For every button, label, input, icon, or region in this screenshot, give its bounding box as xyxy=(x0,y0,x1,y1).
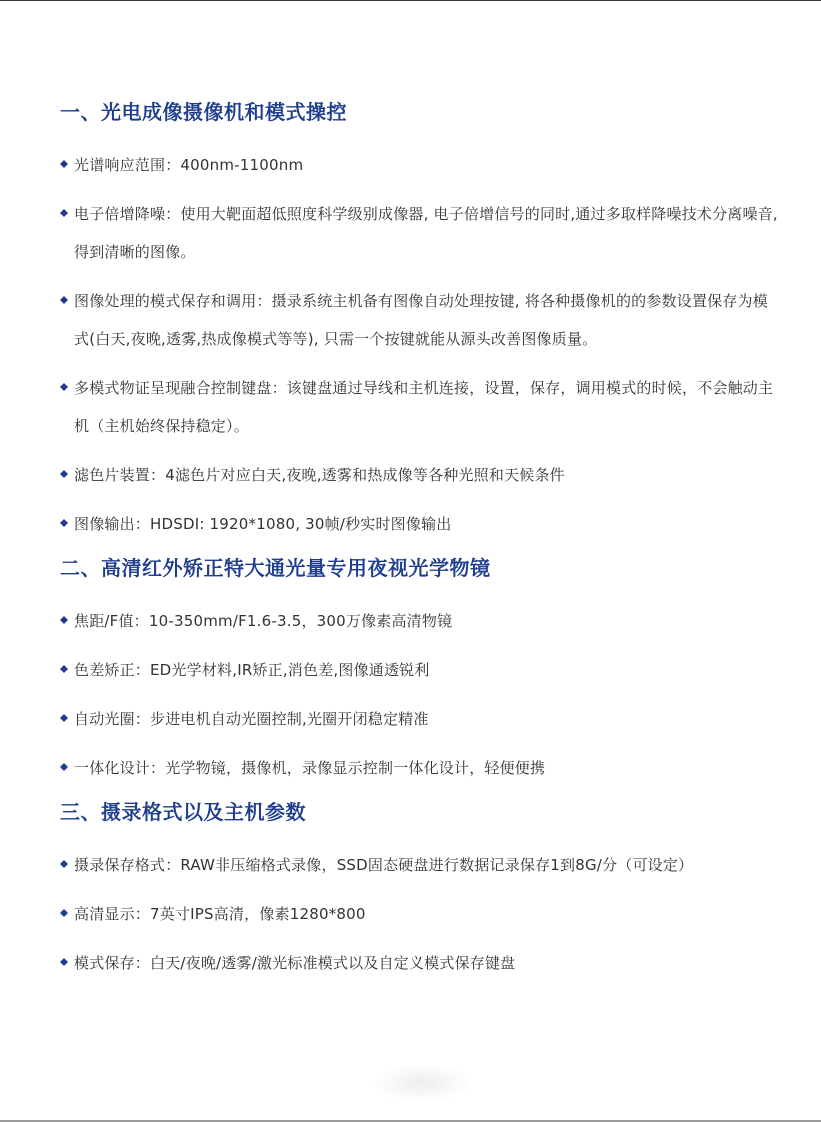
list-item xyxy=(60,700,780,738)
list-item xyxy=(60,651,780,689)
list-item xyxy=(60,146,780,184)
list-item-text: 多模式物证呈现融合控制键盘：该键盘通过导线和主机连接，设置，保存，调用模式的时候，不会触动主机（主机始终保持稳定）。 xyxy=(74,379,774,435)
list-item-text: 模式保存：白天/夜晚/透雾/激光标准模式以及自定义模式保存键盘 xyxy=(74,954,516,972)
spec-list xyxy=(60,602,780,787)
footer-watermark-smudge xyxy=(372,1064,472,1102)
diamond-bullet-icon xyxy=(60,383,68,391)
list-item xyxy=(60,282,780,358)
list-item xyxy=(60,602,780,640)
list-item xyxy=(60,749,780,787)
list-item-text: 滤色片装置：4滤色片对应白天,夜晚,透雾和热成像等各种光照和天候条件 xyxy=(74,466,565,484)
list-item xyxy=(60,505,780,543)
list-item xyxy=(60,456,780,494)
list-item-text: 一体化设计：光学物镜，摄像机，录像显示控制一体化设计，轻便便携 xyxy=(74,759,546,777)
diamond-bullet-icon xyxy=(60,665,68,673)
diamond-bullet-icon xyxy=(60,714,68,722)
diamond-bullet-icon xyxy=(60,209,68,217)
list-item-text: 摄录保存格式：RAW非压缩格式录像，SSD固态硬盘进行数据记录保存1到8G/分（可设定） xyxy=(74,856,694,874)
list-item-text: 光谱响应范围：400nm-1100nm xyxy=(74,156,304,174)
list-item-text: 图像输出：HDSDI: 1920*1080, 30帧/秒实时图像输出 xyxy=(74,515,452,533)
list-item xyxy=(60,944,780,982)
diamond-bullet-icon xyxy=(60,616,68,624)
diamond-bullet-icon xyxy=(60,296,68,304)
diamond-bullet-icon xyxy=(60,519,68,527)
list-item xyxy=(60,369,780,445)
list-item-text: 高清显示：7英寸IPS高清，像素1280*800 xyxy=(74,905,366,923)
diamond-bullet-icon xyxy=(60,860,68,868)
diamond-bullet-icon xyxy=(60,958,68,966)
list-item xyxy=(60,195,780,271)
section-title: 一、光电成像摄像机和模式操控 xyxy=(60,100,347,124)
spec-list xyxy=(60,146,780,543)
diamond-bullet-icon xyxy=(60,470,68,478)
list-item-text: 色差矫正：ED光学材料,IR矫正,消色差,图像通透锐利 xyxy=(74,661,430,679)
section-title: 二、高清红外矫正特大通光量专用夜视光学物镜 xyxy=(60,556,491,580)
list-item-text: 焦距/F值：10-350mm/F1.6-3.5，300万像素高清物镜 xyxy=(74,612,453,630)
section-title: 三、摄录格式以及主机参数 xyxy=(60,800,306,824)
list-item xyxy=(60,846,780,884)
list-item-text: 图像处理的模式保存和调用：摄录系统主机备有图像自动处理按键, 将各种摄像机的的参数设置保存为模式(白天,夜晚,透雾,热成像模式等等), 只需一个按键就能从源头改善图像质量。 xyxy=(74,292,768,348)
diamond-bullet-icon xyxy=(60,763,68,771)
spec-list xyxy=(60,846,780,982)
diamond-bullet-icon xyxy=(60,909,68,917)
section-camera xyxy=(60,98,780,543)
section-recording xyxy=(60,798,780,982)
list-item-text: 自动光圈：步进电机自动光圈控制,光圈开闭稳定精准 xyxy=(74,710,429,728)
spec-document xyxy=(60,98,780,993)
list-item-text: 电子倍增降噪：使用大靶面超低照度科学级别成像器, 电子倍增信号的同时,通过多取样降噪技术分离噪音,得到清晰的图像。 xyxy=(74,205,778,261)
top-border-line xyxy=(0,0,821,1)
section-lens xyxy=(60,554,780,787)
diamond-bullet-icon xyxy=(60,160,68,168)
list-item xyxy=(60,895,780,933)
